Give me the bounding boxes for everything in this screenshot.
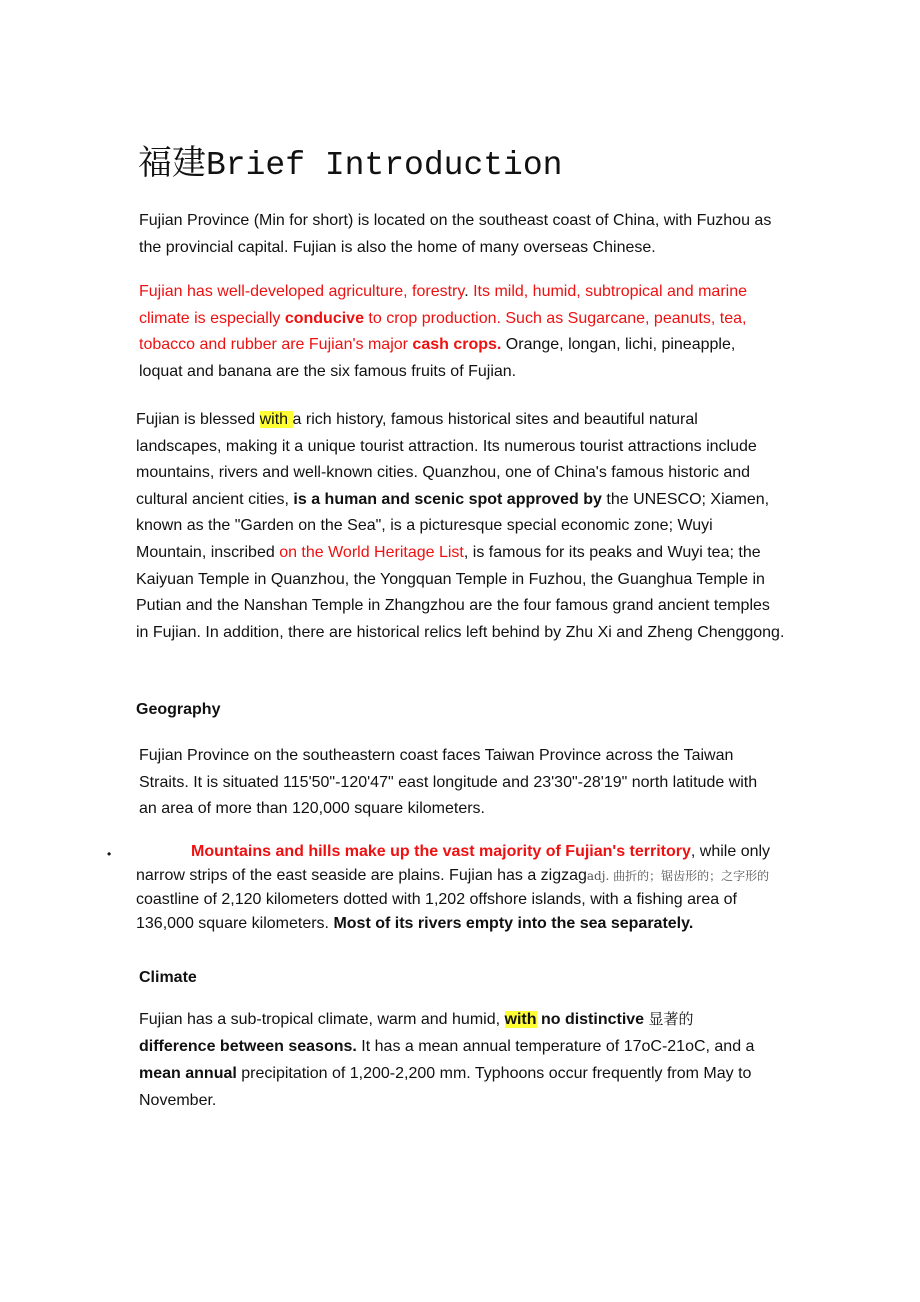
agriculture-paragraph — [139, 279, 764, 385]
history-paragraph — [136, 407, 786, 646]
terrain-text-1: , while only narrow strips of the east seaside are plains. Fujian has a zigzag — [136, 843, 771, 884]
history-text-3: the UNESCO; Xiamen, known as the "Garden on the Sea", is a picturesque special economic zone; Wuyi Mountain, inscribed — [136, 490, 770, 561]
geography-heading: Geography — [136, 701, 221, 718]
climate-bold-no-distinctive: no distinctive — [536, 1011, 649, 1028]
title-chinese: 福建 — [138, 143, 206, 183]
page-title — [138, 140, 562, 189]
climate-text-3: precipitation of 1,200-2,200 mm. Typhoons occur frequently from May to November. — [139, 1065, 752, 1109]
climate-highlight-with: with — [504, 1011, 537, 1028]
bullet-marker: • — [107, 847, 112, 861]
intro-paragraph — [139, 208, 789, 261]
history-highlight-with: with — [259, 411, 293, 428]
climate-text-1: Fujian has a sub-tropical climate, warm and humid, — [139, 1011, 505, 1028]
climate-bold-mean-annual: mean annual — [139, 1065, 237, 1082]
climate-paragraph — [139, 1006, 779, 1114]
history-text-1: Fujian is blessed — [136, 411, 260, 428]
climate-text-2: It has a mean annual temperature of 17oC-21oC, and a — [356, 1038, 755, 1055]
intro-text: Fujian Province (Min for short) is located on the southeast coast of China, with Fuzhou as the provincial capital. Fujian is also the home of many overseas Chinese. — [139, 212, 772, 256]
climate-bold-difference: difference between seasons. — [139, 1038, 357, 1055]
history-red-heritage: on the World Heritage List — [279, 543, 464, 561]
title-english: Brief Introduction — [206, 147, 563, 184]
history-bold: is a human and scenic spot approved by — [293, 490, 602, 508]
agriculture-red-2: Its mild, humid, subtropical and marine climate is especially — [139, 283, 747, 327]
terrain-bold-rivers: Most of its rivers empty into the sea separately. — [333, 915, 694, 932]
agriculture-red-3: to crop production. Such as Sugarcane, peanuts, tea, tobacco and rubber are Fujian's major — [139, 309, 747, 354]
history-text-4: , is famous for its peaks and Wuyi tea; the Kaiyuan Temple in Quanzhou, the Yongquan Temple in Fuzhou, the Guanghua Temple in Putian and the Nanshan Temple in Zhangzhou are the four famous grand ancient temples in Fujian. In addition, there are historical relics left behind by Zhu Xi and Zheng Chenggong. — [136, 543, 785, 641]
zigzag-gloss: adj. 曲折的；锯齿形的；之字形的 — [586, 869, 770, 883]
geography-text: Fujian Province on the southeastern coast faces Taiwan Province across the Taiwan Straits. It is situated 115'50"-120'47" east longitude and 23'30"-28'19" north latitude with an area of more than 120,000 square kilometers. — [139, 747, 758, 818]
terrain-red-bold: Mountains and hills make up the vast majority of Fujian's territory — [191, 843, 691, 860]
terrain-text-2: coastline of 2,120 kilometers dotted with 1,202 offshore islands, with a fishing area of 136,000 square kilometers. — [136, 891, 737, 932]
agriculture-rest: Orange, longan, lichi, pineapple, loquat and banana are the six famous fruits of Fujian. — [139, 336, 736, 380]
climate-heading: Climate — [139, 969, 197, 986]
agriculture-dot: . — [464, 283, 469, 300]
agriculture-red-1: Fujian has well-developed agriculture, forestry — [139, 283, 465, 300]
geography-paragraph — [139, 743, 779, 823]
climate-chinese-gloss: 显著的 — [648, 1010, 694, 1028]
terrain-paragraph — [136, 840, 796, 936]
agriculture-bold-cash-crops: cash crops. — [412, 336, 502, 354]
agriculture-bold-conducive: conducive — [284, 309, 364, 327]
history-text-2: a rich history, famous historical sites and beautiful natural landscapes, making it a unique tourist attraction. Its numerous tourist attractions include mountains, rivers and well-known cities. Quanzhou, one of China's famous historic and cultural ancient cities, — [136, 411, 757, 508]
